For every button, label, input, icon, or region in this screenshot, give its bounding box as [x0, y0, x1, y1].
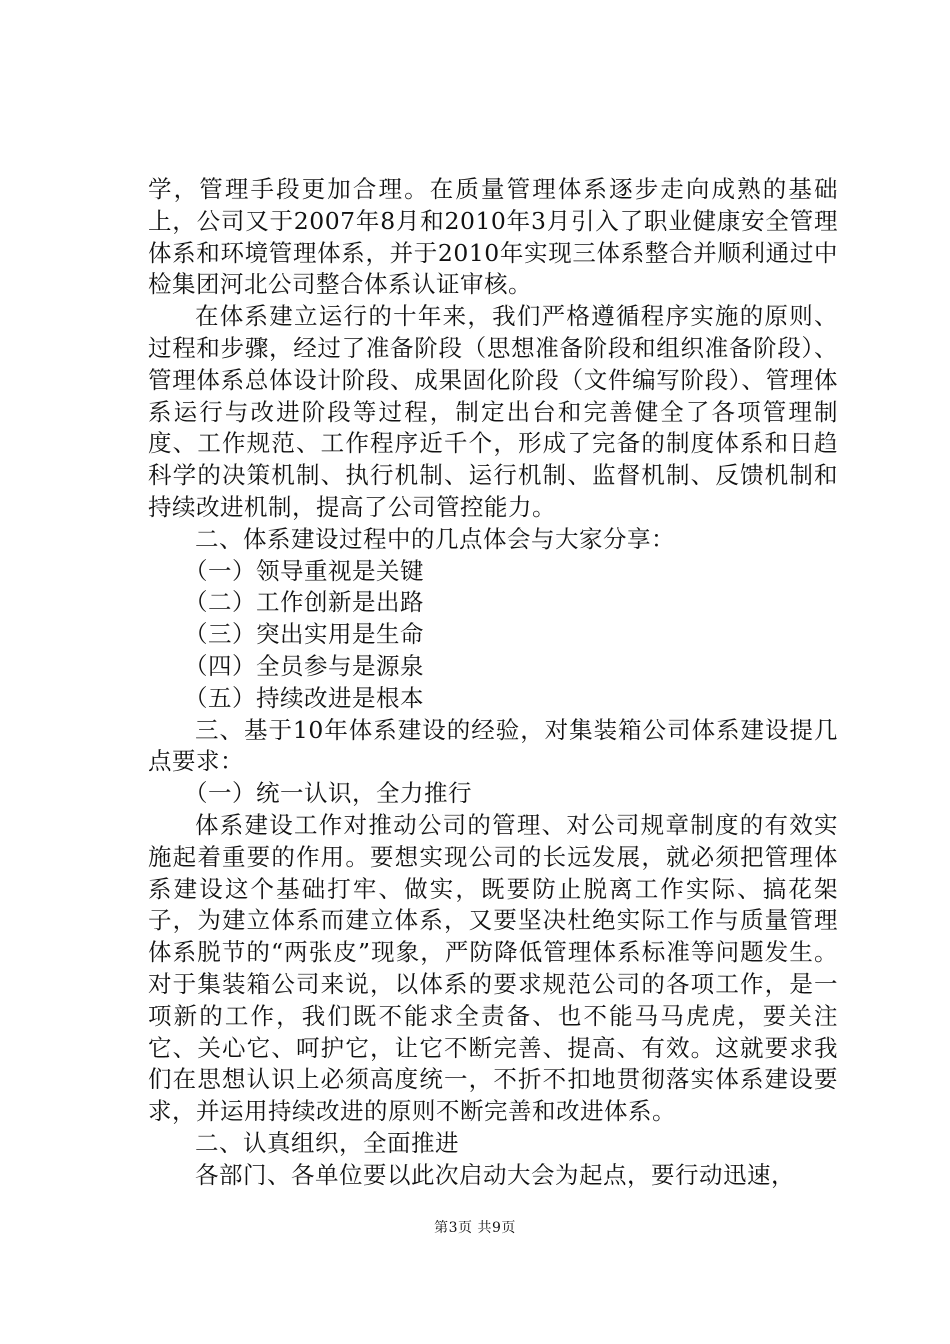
list-item: （三）突出实用是生命 — [184, 620, 424, 649]
paragraph-continuation: 学，管理手段更加合理。在质量管理体系逐步走向成熟的基础上，公司又于2007年8月和2010年3月引入了职业健康安全管理体系和环境管理体系，并于2010年实现三体系整合并顺利通过中检集团河北公司整合体系认证审核。 — [148, 175, 838, 299]
list-item: （四）全员参与是源泉 — [184, 651, 424, 680]
list-item: （一）领导重视是关键 — [184, 556, 424, 585]
paragraph-body: 体系建设工作对推动公司的管理、对公司规章制度的有效实施起着重要的作用。要想实现公司的长远发展，就必须把管理体系建设这个基础打牢、做实，既要防止脱离工作实际、搞花架子，为建立体系而建立体系，又要坚决杜绝实际工作与质量管理体系脱节的“两张皮”现象，严防降低管理体系标准等问题发生。对于集装箱公司来说，以体系的要求规范公司的各项工作，是一项新的工作，我们既不能求全责备、也不能马马虎虎，要关注它、关心它、呵护它，让它不断完善、提高、有效。这就要求我们在思想认识上必须高度统一，不折不扣地贯彻落实体系建设要求，并运用持续改进的原则不断完善和改进体系。 — [148, 810, 838, 1126]
page-number-footer: 第3页 共9页 — [434, 1220, 516, 1236]
document-body — [148, 174, 838, 1192]
subsection-heading: （一）统一认识，全力推行 — [184, 779, 472, 808]
list-item: （五）持续改进是根本 — [184, 683, 424, 712]
paragraph-body: 各部门、各单位要以此次启动大会为起点，要行动迅速， — [195, 1160, 795, 1189]
subsection-heading: 二、认真组织，全面推进 — [195, 1128, 459, 1157]
section-heading-2: 二、体系建设过程中的几点体会与大家分享： — [195, 524, 675, 553]
paragraph-ten-years: 在体系建立运行的十年来，我们严格遵循程序实施的原则、过程和步骤，经过了准备阶段（思想准备阶段和组织准备阶段）、管理体系总体设计阶段、成果固化阶段（文件编写阶段）、管理体系运行与改进阶段等过程，制定出台和完善健全了各项管理制度、工作规范、工作程序近千个，形成了完备的制度体系和日趋科学的决策机制、执行机制、运行机制、监督机制、反馈机制和持续改进机制，提高了公司管控能力。 — [148, 302, 838, 521]
section-heading-3: 三、基于10年体系建设的经验，对集装箱公司体系建设提几点要求： — [148, 715, 838, 776]
list-item: （二）工作创新是出路 — [184, 588, 424, 617]
